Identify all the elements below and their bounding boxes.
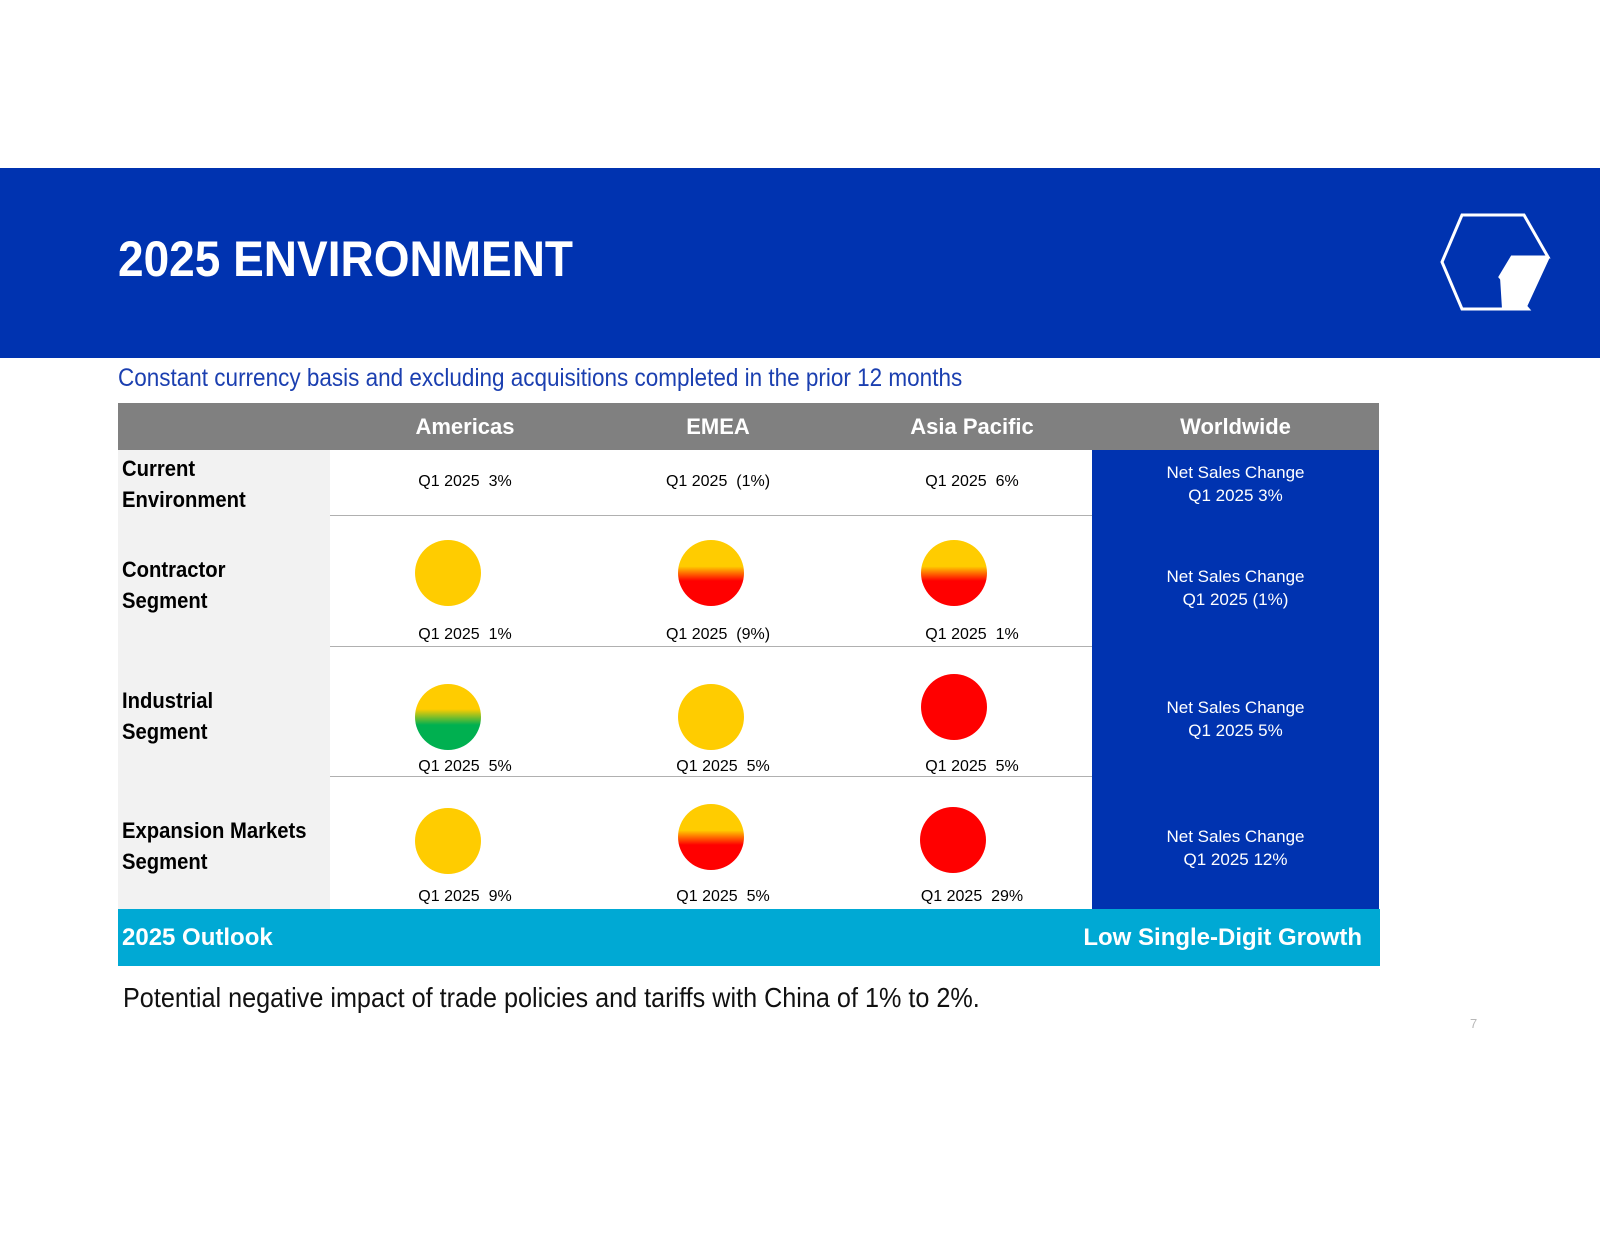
americas-value: Q1 2025 9%: [418, 888, 512, 905]
worldwide-value: Q1 2025 3%: [1188, 486, 1283, 505]
outlook-value: Low Single-Digit Growth: [1083, 924, 1362, 951]
status-indicator-yellow: [678, 684, 744, 750]
worldwide-value: Q1 2025 12%: [1183, 850, 1288, 869]
americas-value: Q1 2025 3%: [418, 473, 512, 490]
status-indicator-red: [921, 674, 987, 740]
page-title: 2025 ENVIRONMENT: [118, 231, 574, 287]
worldwide-label: Net Sales Change: [1166, 567, 1305, 586]
row-label-line1: Current: [122, 456, 196, 481]
emea-value: Q1 2025 (9%): [665, 626, 771, 643]
table-row: [118, 777, 1380, 909]
company-logo-icon: [1440, 212, 1558, 312]
worldwide-cell: [1092, 516, 1379, 647]
row-label-line2: Segment: [122, 849, 208, 874]
status-indicator-red: [920, 807, 986, 873]
table-row: [118, 450, 1380, 516]
title-banner: [0, 168, 1600, 358]
worldwide-label: Net Sales Change: [1166, 463, 1305, 482]
americas-value: Q1 2025 5%: [418, 758, 512, 775]
status-indicator-yellow-red: [678, 804, 744, 870]
column-header-worldwide: Worldwide: [1180, 414, 1291, 439]
asia-pacific-value: Q1 2025 29%: [920, 888, 1024, 905]
row-label-line2: Segment: [122, 719, 208, 744]
page-number: 7: [1470, 1016, 1478, 1031]
column-header-emea: EMEA: [686, 414, 750, 439]
row-label-line2: Environment: [122, 487, 246, 512]
status-indicator-yellow: [415, 540, 481, 606]
americas-value: Q1 2025 1%: [418, 626, 512, 643]
worldwide-value: Q1 2025 (1%): [1182, 590, 1289, 609]
table-row: [118, 647, 1380, 777]
table-row: [118, 516, 1380, 647]
row-label-line1: Contractor: [122, 557, 226, 582]
worldwide-cell: [1092, 647, 1379, 777]
outlook-bar: [118, 909, 1380, 966]
slide-subtitle: Constant currency basis and excluding acquisitions completed in the prior 12 months: [118, 364, 963, 392]
status-indicator-yellow: [415, 808, 481, 874]
worldwide-label: Net Sales Change: [1166, 827, 1305, 846]
row-label-line1: Expansion Markets: [122, 818, 307, 843]
outlook-label: 2025 Outlook: [122, 924, 273, 951]
tariff-note: Potential negative impact of trade policies and tariffs with China of 1% to 2%.: [123, 982, 980, 1013]
row-label-line1: Industrial: [122, 688, 214, 713]
status-indicator-yellow-red: [678, 540, 744, 606]
status-indicator-yellow-green: [415, 684, 481, 750]
status-indicator-yellow-red: [921, 540, 987, 606]
worldwide-cell: [1092, 450, 1379, 516]
emea-value: Q1 2025 5%: [676, 758, 770, 775]
row-label-line2: Segment: [122, 588, 208, 613]
worldwide-cell: [1092, 777, 1379, 909]
emea-value: Q1 2025 5%: [676, 888, 770, 905]
worldwide-label: Net Sales Change: [1166, 698, 1305, 717]
column-header-asia-pacific: Asia Pacific: [910, 414, 1034, 439]
asia-pacific-value: Q1 2025 1%: [925, 626, 1019, 643]
worldwide-value: Q1 2025 5%: [1188, 721, 1283, 740]
column-header-americas: Americas: [415, 414, 515, 439]
asia-pacific-value: Q1 2025 5%: [925, 758, 1019, 775]
asia-pacific-value: Q1 2025 6%: [925, 473, 1019, 490]
emea-value: Q1 2025 (1%): [665, 473, 771, 490]
